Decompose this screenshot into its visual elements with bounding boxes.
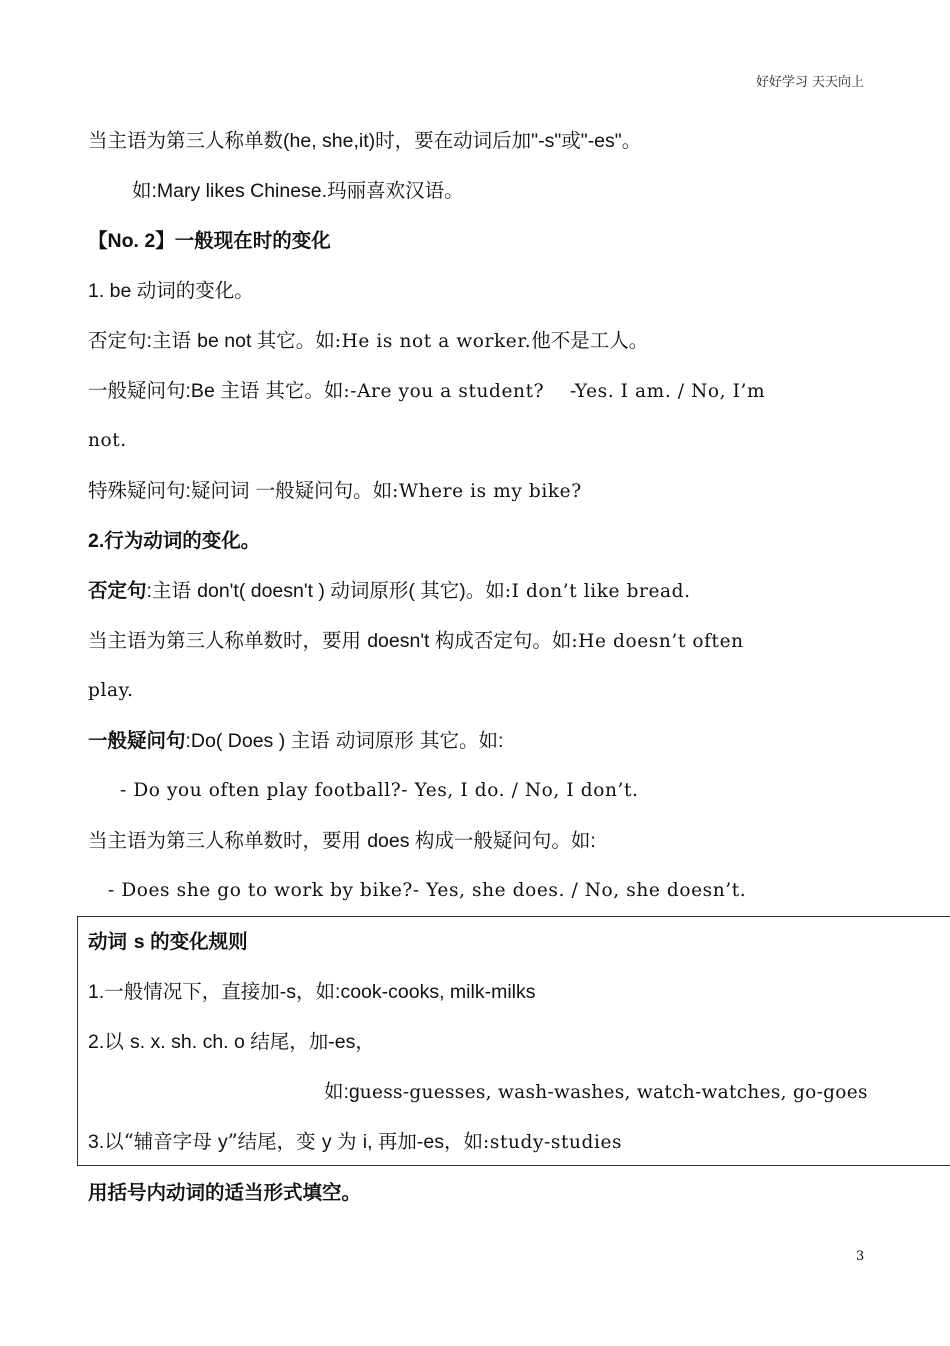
be-question-rule: 一般疑问句:Be 主语 其它。如:-Are you a student? -Yes. I am. / No, I’m [88, 379, 766, 402]
page-header: 好好学习 天天向上 [755, 75, 864, 90]
action-negative-rule: 否定句:主语 don't( doesn't ) 动词原形( 其它)。如:I don’t like bread. [88, 579, 691, 602]
be-question-rule-cont: not. [88, 430, 127, 451]
example-bike: - Does she go to work by bike?- Yes, she does. / No, she doesn’t. [108, 880, 747, 901]
subheading-action-verb: 2.行为动词的变化。 [88, 529, 261, 552]
example-mary: 如:Mary likes Chinese.玛丽喜欢汉语。 [132, 179, 464, 202]
rule-third-person: 当主语为第三人称单数(he, she,it)时，要在动词后加"-s"或"-es"。 [88, 129, 642, 152]
box-rule-2: 2.以 s. x. sh. ch. o 结尾，加-es， [88, 1030, 375, 1053]
box-title: 动词 s 的变化规则 [88, 930, 248, 953]
be-negative-rule: 否定句:主语 be not 其它。如:He is not a worker.他不是工人。 [88, 329, 649, 352]
page-number: 3 [856, 1249, 865, 1264]
wh-question-rule: 特殊疑问句:疑问词 一般疑问句。如:Where is my bike? [88, 479, 582, 502]
subheading-be-verb: 1. be 动词的变化。 [88, 279, 254, 302]
exercise-heading: 用括号内动词的适当形式填空。 [88, 1181, 362, 1204]
box-rule-2-examples: 如:guess-guesses, wash-washes, watch-watches, go-goes [324, 1080, 868, 1103]
third-person-negative-cont: play. [88, 680, 134, 701]
example-football: - Do you often play football?- Yes, I do. / No, I don’t. [120, 780, 639, 801]
third-person-question: 当主语为第三人称单数时，要用 does 构成一般疑问句。如: [88, 829, 596, 852]
box-rule-3: 3.以“辅音字母 y”结尾，变 y 为 i, 再加-es，如:study-studies [88, 1130, 623, 1153]
action-question-rule: 一般疑问句:Do( Does ) 主语 动词原形 其它。如: [88, 729, 504, 752]
box-rule-1: 1.一般情况下，直接加-s，如:cook-cooks, milk-milks [88, 980, 536, 1003]
third-person-negative: 当主语为第三人称单数时，要用 doesn't 构成否定句。如:He doesn’t often [88, 629, 744, 652]
section-heading-no2: 【No. 2】一般现在时的变化 [88, 229, 331, 252]
